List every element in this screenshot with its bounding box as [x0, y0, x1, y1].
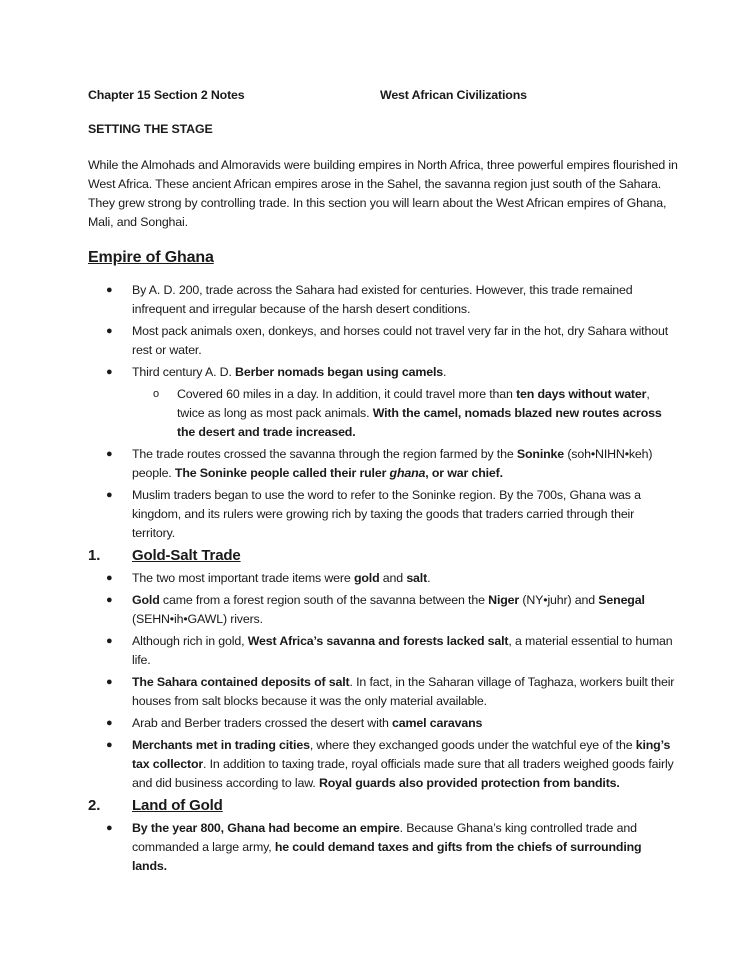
- bold-text: By the year 800, Ghana had become an empire: [132, 821, 400, 835]
- list-item: [88, 736, 678, 793]
- list-item: [88, 322, 678, 360]
- chapter-label: Chapter 15 Section 2 Notes: [88, 88, 245, 102]
- subsection-bullet-list: [88, 569, 678, 793]
- bold-text: ten days without water: [516, 387, 647, 401]
- subsections: [88, 546, 678, 876]
- bullet-icon: ●: [106, 739, 113, 751]
- text: , a material essential to human life.: [132, 634, 673, 667]
- subsection-heading: [88, 546, 678, 565]
- text: . Because Ghana’s king controlled trade and commanded a large army,: [132, 821, 637, 854]
- bold-text: camel caravans: [392, 716, 483, 730]
- bullet-icon: ●: [106, 594, 113, 606]
- list-item: [88, 445, 678, 483]
- bold-text: he could demand taxes and gifts from the chiefs of surrounding lands.: [132, 840, 642, 873]
- subsection-bullet-list: [88, 819, 678, 876]
- text: Although rich in gold,: [132, 634, 248, 648]
- text: The two most important trade items were: [132, 571, 354, 585]
- list-item: [88, 281, 678, 319]
- bullet-icon: ●: [106, 572, 113, 584]
- bullet-icon: ●: [106, 284, 113, 296]
- bullet-icon: ●: [106, 325, 113, 337]
- bullet-icon: ●: [106, 489, 113, 501]
- list-item: [88, 714, 678, 733]
- list-item: [88, 385, 678, 442]
- bullet-icon: ●: [106, 448, 113, 460]
- text: Arab and Berber traders crossed the desert with: [132, 716, 393, 730]
- text: (soh•NIHN•keh) people.: [132, 447, 653, 480]
- text: . In fact, in the Saharan village of Taghaza, workers built their houses from salt blocks because it was the only material available.: [132, 675, 675, 708]
- bold-text: Niger: [488, 593, 520, 607]
- subsection-number: 2.: [88, 797, 101, 814]
- subsection-number: 1.: [88, 547, 101, 564]
- text: (SEHN•ih•GAWL) rivers.: [132, 612, 263, 626]
- intro-paragraph: While the Almohads and Almoravids were building empires in North Africa, three powerful empires flourished in West Africa. These ancient African empires arose in the Sahel, the savanna region just south of the Sahara. They grew strong by controlling trade. In this section you will learn about the West African empires of Ghana, Mali, and Songhai.: [88, 158, 678, 229]
- bold-text: Royal guards also provided protection from bandits.: [318, 776, 620, 790]
- list-item: [88, 632, 678, 670]
- bold-text: The Soninke people called their ruler: [174, 466, 390, 480]
- bullet-icon: ●: [106, 676, 113, 688]
- bold-text: king’s tax collector: [132, 738, 671, 771]
- bullet-icon: ●: [106, 635, 113, 647]
- document-title: West African Civilizations: [380, 88, 527, 102]
- text: and: [379, 571, 407, 585]
- bold-text: , or war chief.: [425, 466, 503, 480]
- list-item: [88, 486, 678, 543]
- document-header: [88, 88, 678, 107]
- bold-text: Soninke: [516, 447, 565, 461]
- list-item: [88, 569, 678, 588]
- text: came from a forest region south of the savanna between the: [159, 593, 489, 607]
- text: The trade routes crossed the savanna through the region farmed by the: [132, 447, 517, 461]
- bold-text: The Sahara contained deposits of salt: [132, 675, 350, 689]
- text: Covered 60 miles in a day. In addition, it could travel more than: [177, 387, 517, 401]
- ghana-bullet-list: [88, 281, 678, 543]
- bold-text: Gold: [132, 593, 160, 607]
- text: (NY•juhr) and: [519, 593, 599, 607]
- setting-the-stage-heading: SETTING THE STAGE: [88, 122, 213, 136]
- list-item: [88, 819, 678, 876]
- list-item: [88, 673, 678, 711]
- list-item: [88, 363, 678, 382]
- document-page: [88, 88, 678, 879]
- text: , where they exchanged goods under the watchful eye of the: [309, 738, 636, 752]
- bold-text: gold: [353, 571, 380, 585]
- section-heading-empire-of-ghana: Empire of Ghana: [88, 249, 214, 266]
- text: Muslim traders began to use the word to refer to the Soninke region. By the 700s, Ghana was a kingdom, and its rulers were growing rich by taxing the goods that traders carried through their territory.: [132, 488, 641, 540]
- subsection-heading: [88, 796, 678, 815]
- bullet-icon: ●: [106, 717, 113, 729]
- bold-text: Merchants met in trading cities: [132, 738, 310, 752]
- bold-text: salt: [406, 571, 428, 585]
- bold-text: [390, 466, 426, 480]
- text: .: [427, 571, 431, 585]
- text: By A. D. 200, trade across the Sahara had existed for centuries. However, this trade remained infrequent and irregular because of the harsh desert conditions.: [132, 283, 633, 316]
- bold-text: ghana: [389, 466, 426, 480]
- bold-text: West Africa’s savanna and forests lacked salt: [247, 634, 509, 648]
- bold-text: With the camel, nomads blazed new routes across the desert and trade increased.: [177, 406, 662, 439]
- text: Most pack animals oxen, donkeys, and horses could not travel very far in the hot, dry Sahara without rest or water.: [132, 324, 668, 357]
- subsection-title: Gold-Salt Trade: [132, 547, 241, 564]
- text: Third century A. D.: [132, 365, 236, 379]
- list-item: [88, 591, 678, 629]
- circle-bullet-icon: o: [153, 388, 159, 400]
- text: .: [443, 365, 447, 379]
- bold-text: Senegal: [598, 593, 645, 607]
- bullet-icon: ●: [106, 366, 113, 378]
- bullet-icon: ●: [106, 822, 113, 834]
- bold-text: Berber nomads began using camels: [235, 365, 444, 379]
- text: . In addition to taxing trade, royal officials made sure that all traders weighed goods fairly and did business according to law.: [132, 757, 674, 790]
- subsection-title: Land of Gold: [132, 797, 223, 814]
- text: , twice as long as most pack animals.: [177, 387, 650, 420]
